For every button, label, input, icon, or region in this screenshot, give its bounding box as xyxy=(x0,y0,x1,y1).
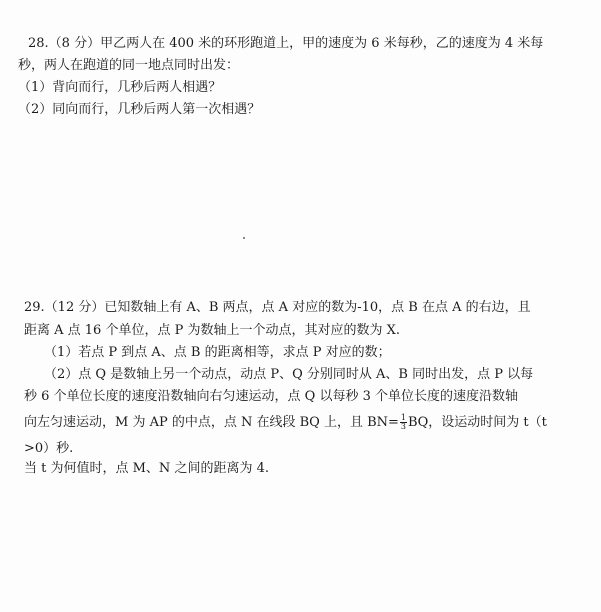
q28-line-2: 秒，两人在跑道的同一地点同时出发： xyxy=(18,58,240,73)
q29-line-3-text-after: BQ，设运动时间为 t（t xyxy=(408,415,547,430)
q29-part-1: （1）若点 P 到点 A、点 B 的距离相等，求点 P 对应的数； xyxy=(44,345,391,360)
q29-part-2-line-5: 当 t 为何值时，点 M、N 之间的距离为 4. xyxy=(24,461,269,476)
fraction-numerator: 1 xyxy=(400,413,407,422)
q29-part-2-line-4: >0）秒. xyxy=(24,441,74,456)
q29-part-2-line-1: （2）点 Q 是数轴上另一个动点，动点 P、Q 分别同时从 A、B 同时出发，点 P 以每 xyxy=(44,367,534,382)
q29-line-1: 29.（12 分）已知数轴上有 A、B 两点，点 A 对应的数为-10，点 B 在点 A 的右边，且 xyxy=(24,300,531,315)
q28-part-2: （2）同向而行，几秒后两人第一次相遇？ xyxy=(18,102,261,117)
scan-speck xyxy=(243,237,245,239)
q29-part-2-line-3 xyxy=(24,414,547,431)
fraction-one-third xyxy=(400,414,407,431)
q28-line-1: 28.（8 分）甲乙两人在 400 米的环形跑道上，甲的速度为 6 米每秒，乙的速度为 4 米每 xyxy=(28,36,544,51)
q29-line-2: 距离 A 点 16 个单位，点 P 为数轴上一个动点，其对应的数为 X. xyxy=(24,323,400,338)
q29-part-2-line-2: 秒 6 个单位长度的速度沿数轴向右匀速运动，点 Q 以每秒 3 个单位长度的速度沿数轴 xyxy=(24,389,518,404)
q29-line-3-text-before: 向左匀速运动，M 为 AP 的中点，点 N 在线段 BQ 上，且 BN= xyxy=(24,415,399,430)
q28-part-1: （1）背向而行，几秒后两人相遇？ xyxy=(18,80,222,95)
fraction-denominator: 3 xyxy=(400,422,407,431)
